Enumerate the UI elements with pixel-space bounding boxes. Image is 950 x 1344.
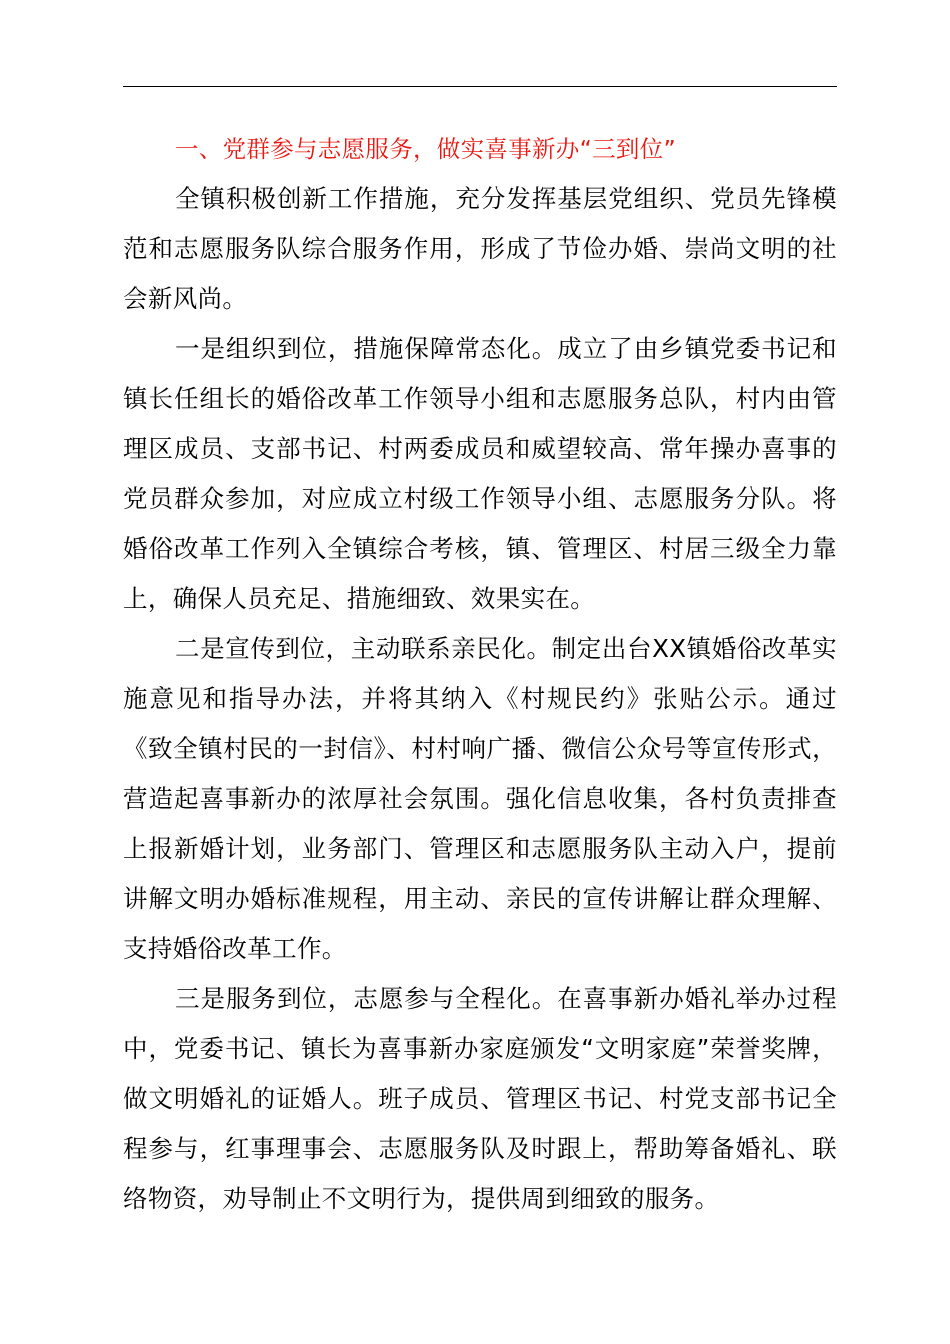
paragraph-intro: 全镇积极创新工作措施，充分发挥基层党组织、党员先锋模范和志愿服务队综合服务作用，形成了节俭办婚、崇尚文明的社会新风尚。 [123, 184, 837, 313]
paragraph-service: 三是服务到位，志愿参与全程化。在喜事新办婚礼举办过程中，党委书记、镇长为喜事新办家庭颁发“文明家庭”荣誉奖牌，做文明婚礼的证婚人。班子成员、管理区书记、村党支部书记全程参与，红事理事会、志愿服务队及时跟上，帮助筹备婚礼、联络物资，劝导制止不文明行为，提供周到细致的服务。 [123, 984, 837, 1213]
document-body [123, 124, 837, 1224]
section-heading: 一、党群参与志愿服务，做实喜事新办“三到位” [175, 135, 676, 163]
paragraph-publicity: 二是宣传到位，主动联系亲民化。制定出台XX镇婚俗改革实施意见和指导办法，并将其纳入《村规民约》张贴公示。通过《致全镇村民的一封信》、村村响广播、微信公众号等宣传形式，营造起喜事新办的浓厚社会氛围。强化信息收集，各村负责排查上报新婚计划，业务部门、管理区和志愿服务队主动入户，提前讲解文明办婚标准规程，用主动、亲民的宣传讲解让群众理解、支持婚俗改革工作。 [123, 634, 837, 963]
paragraph-organization: 一是组织到位，措施保障常态化。成立了由乡镇党委书记和镇长任组长的婚俗改革工作领导小组和志愿服务总队，村内由管理区成员、支部书记、村两委成员和威望较高、常年操办喜事的党员群众参加，对应成立村级工作领导小组、志愿服务分队。将婚俗改革工作列入全镇综合考核，镇、管理区、村居三级全力靠上，确保人员充足、措施细致、效果实在。 [123, 334, 837, 613]
header-rule [123, 86, 837, 87]
